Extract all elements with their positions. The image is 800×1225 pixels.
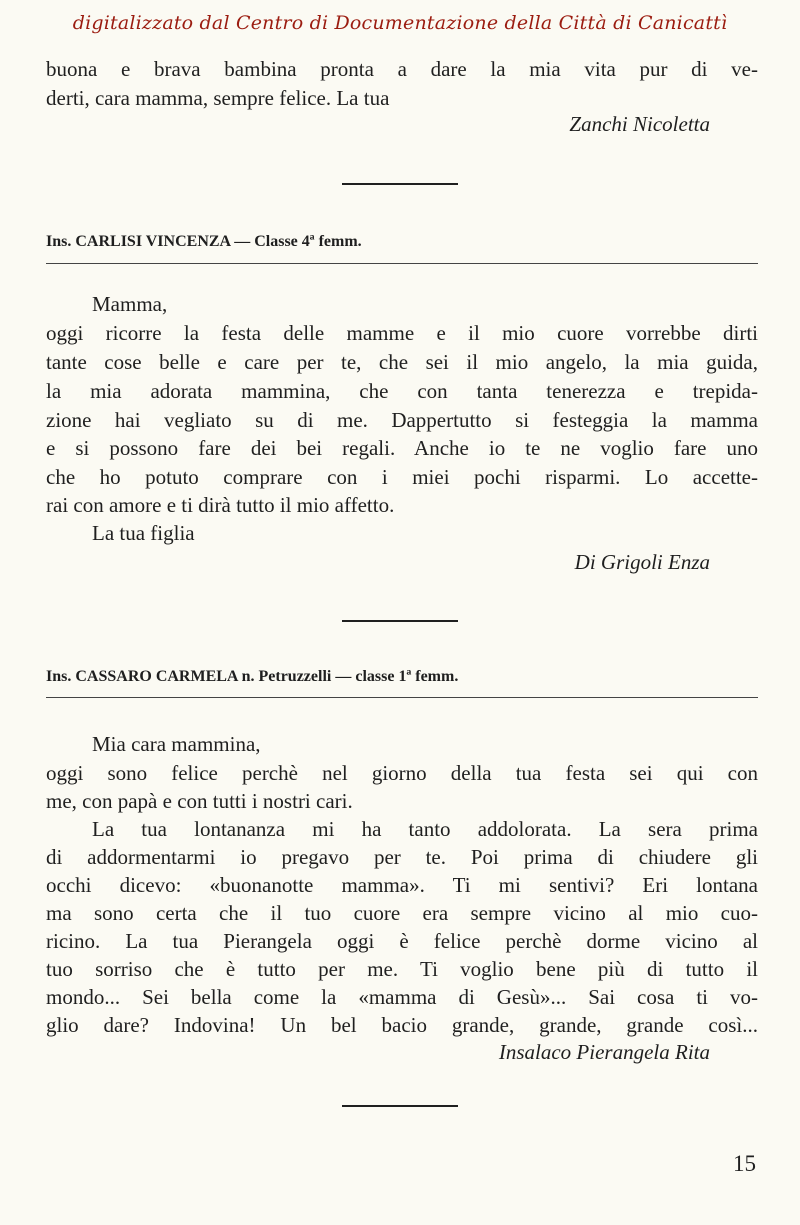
header-rule — [46, 263, 758, 264]
text-line: La tua lontananza mi ha tanto addolorata. La sera prima — [92, 817, 758, 841]
separator — [342, 620, 458, 622]
text-line: occhi dicevo: «buonanotte mamma». Ti mi sentivi? Eri lontana — [46, 873, 758, 897]
signature: Zanchi Nicoletta — [569, 112, 710, 136]
section-header: Ins. CARLISI VINCENZA — Classe 4ª femm. — [46, 233, 362, 250]
text-line: di addormentarmi io pregavo per te. Poi prima di chiudere gli — [46, 845, 758, 869]
text-line: tante cose belle e care per te, che sei il mio angelo, la mia guida, — [46, 350, 758, 374]
text-line: derti, cara mamma, sempre felice. La tua — [46, 86, 390, 110]
text-line: glio dare? Indovina! Un bel bacio grande, grande, grande così... — [46, 1013, 758, 1037]
text-line: e si possono fare dei bei regali. Anche io te ne voglio fare uno — [46, 436, 758, 460]
signature: Di Grigoli Enza — [574, 550, 710, 574]
salutation: Mamma, — [92, 292, 168, 316]
text-line: rai con amore e ti dirà tutto il mio affetto. — [46, 493, 395, 517]
text-line: tuo sorriso che è tutto per me. Ti voglio bene più di tutto il — [46, 957, 758, 981]
section-header: Ins. CASSARO CARMELA n. Petruzzelli — classe 1ª femm. — [46, 668, 459, 685]
text-line: che ho potuto comprare con i miei pochi risparmi. Lo accette- — [46, 465, 758, 489]
text-line: oggi ricorre la festa delle mamme e il mio cuore vorrebbe dirti — [46, 321, 758, 345]
text-line: mondo... Sei bella come la «mamma di Gesù»... Sai cosa ti vo- — [46, 985, 758, 1009]
text-line: me, con papà e con tutti i nostri cari. — [46, 789, 353, 813]
text-line: ricino. La tua Pierangela oggi è felice perchè dorme vicino al — [46, 929, 758, 953]
watermark: digitalizzato dal Centro di Documentazione della Città di Canicattì — [72, 12, 728, 34]
salutation: Mia cara mammina, — [92, 732, 261, 756]
closing: La tua figlia — [92, 521, 195, 545]
text-line: la mia adorata mammina, che con tanta tenerezza e trepida- — [46, 379, 758, 403]
text-line: oggi sono felice perchè nel giorno della tua festa sei qui con — [46, 761, 758, 785]
text-line: buona e brava bambina pronta a dare la mia vita pur di ve- — [46, 57, 758, 81]
separator — [342, 1105, 458, 1107]
text-line: zione hai vegliato su di me. Dappertutto si festeggia la mamma — [46, 408, 758, 432]
text-line: ma sono certa che il tuo cuore era sempre vicino al mio cuo- — [46, 901, 758, 925]
signature: Insalaco Pierangela Rita — [498, 1040, 710, 1064]
page-number: 15 — [733, 1151, 756, 1176]
header-rule — [46, 697, 758, 698]
separator — [342, 183, 458, 185]
